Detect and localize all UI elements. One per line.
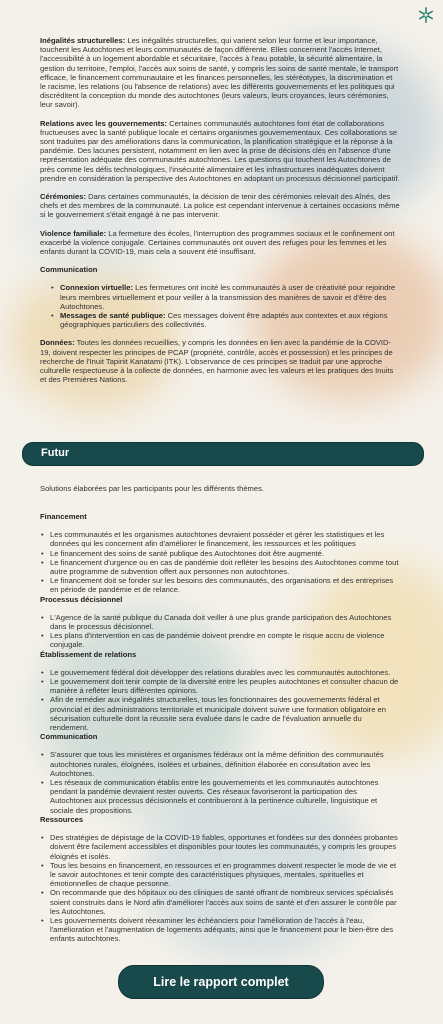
section-heading-processus: Processus décisionnel	[40, 594, 123, 604]
paragraph-structural-inequalities: Inégalités structurelles: Les inégalités structurelles, qui varient selon leur forme et leur importance, touchent les Autochtones et leurs communautés de façon différente. Elles concernent l'accès Internet, l'accessibilité à un logement abordable et sécuritaire, l'accès à l'eau potable, la sécurité alimentaire, la gestion du territoire, l'emploi, l'accès aux soins de santé, y compris les soins de santé mentale, le transport efficace, le financement communautaire et les finances personnelles, les stéréotypes, la discrimination et le racisme, les relations (ou l'absence de relations) avec les différents gouvernements et les politiques qui discréditent la conception du monde des autochtones (leurs valeurs, leurs croyances, leurs cérémonies, leur savoir).	[40, 36, 399, 110]
list-item: • Messages de santé publique: Ces messages doivent être adaptés aux contextes et aux régions géographiques particuliers des collectivités.	[60, 311, 400, 329]
communication-heading: Communication	[40, 265, 98, 275]
section-heading-ressources: Ressources	[40, 814, 84, 824]
list-item: • Connexion virtuelle: Les fermetures ont incité les communautés à user de créativité pour rejoindre leurs membres virtuellement et pour veiller à la transmission des manières de savoir et d'être des Autochtones.	[60, 283, 400, 311]
solutions-section	[40, 512, 400, 944]
list-item: • Les plans d'intervention en cas de pandémie doivent prendre en compte le risque accru de violence conjugale.	[50, 631, 400, 649]
financement-list	[40, 530, 400, 594]
list-item: • Tous les besoins en financement, en ressources et en programmes doivent respecter le mode de vie et le savoir autochtones et tenir compte des caractéristiques physiques, mentales, spirituelles et émotionnelles de chaque personne.	[50, 861, 400, 889]
futur-section-header	[22, 442, 424, 466]
read-full-report-button[interactable]: Lire le rapport complet	[118, 965, 324, 999]
futur-intro: Solutions élaborées par les participants pour les différents thèmes.	[40, 484, 265, 493]
list-item: • Les gouvernements doivent réexaminer les échéanciers pour l'amélioration de l'accès à l'eau, l'amélioration et l'augmentation de logements adéquats, ainsi que le financement pour le bien-être des enfants autochtones.	[50, 916, 400, 944]
paragraph-data: Données: Toutes les données recueillies, y compris les données en lien avec la pandémie de la COVID-19, doivent respecter les principes de PCAP (propriété, contrôle, accès et possession) et les principes de recherche de l'Inuit Tapiriit Kanatami (ITK). L'observance de ces principes se traduit par une approche culturelle respectueuse à la collecte de données, en harmonie avec les valeurs et les pratiques des Inuits et des Premières Nations.	[40, 338, 394, 385]
list-item: • Les communautés et les organismes autochtones devraient posséder et gérer les statistiques et les données qui les concernent afin d'améliorer le financement, les ressources et les politiques	[50, 530, 400, 548]
list-item: • Des stratégies de dépistage de la COVID-19 fiables, opportunes et fondées sur des données probantes doivent être facilement accessibles et disponibles pour toutes les communautés, y compris les groupes éloignés et isolés.	[50, 833, 400, 861]
list-item: • Le gouvernement doit tenir compte de la diversité entre les peuples autochtones et consulter chacun de manière à refléter leurs différentes opinions.	[50, 677, 400, 695]
paragraph-government-relations: Relations avec les gouvernements: Certaines communautés autochtones font état de collaborations fructueuses avec la santé publique locale et certains organismes gouvernementaux. Ces collaborations se sont traduites par des améliorations dans la communication, la planification stratégique et la réponse à la pandémie. Des lacunes persistent, notamment en lien avec la prise de décisions clés en l'absence d'une représentation adéquate des communautés autochtones. Les questions qui touchent les Autochtones de près comme les défis technologiques, l'insécurité alimentaire et les infrastructures inadéquates doivent prendre en considération la perspective des Autochtones en adoptant un processus décisionnel participatif.	[40, 118, 400, 183]
list-item: • Le gouvernement fédéral doit développer des relations durables avec les communautés autochtones.	[50, 668, 400, 677]
findings-section	[40, 36, 400, 394]
processus-list	[40, 613, 400, 650]
list-item: • Le financement d'urgence ou en cas de pandémie doit refléter les besoins des Autochtones comme tout autre programme de subvention offert aux personnes non autochtones.	[50, 558, 400, 576]
ressources-list	[40, 833, 400, 943]
list-item: • S'assurer que tous les ministères et organismes fédéraux ont la même définition des communautés autochtones rurales, éloignées, isolées et urbaines, définition élaborée en consultation avec les Autochtones.	[50, 750, 400, 778]
futur-title: Futur	[41, 447, 70, 459]
communication-solutions-list	[40, 750, 400, 814]
section-heading-relations: Établissement de relations	[40, 649, 137, 659]
section-heading-financement: Financement	[40, 512, 87, 521]
list-item: • Afin de remédier aux inégalités structurelles, tous les fonctionnaires des gouvernements fédéral et provincial et des administrations territoriale et municipale doivent suivre une formation obligatoire en sécurisation culturelle dont la réussite sera évaluée dans le cadre de l'évaluation annuelle du rendement.	[50, 695, 400, 732]
section-heading-communication: Communication	[40, 732, 98, 742]
list-item: • Les réseaux de communication établis entre les gouvernements et les communautés autochtones pendant la pandémie devraient rester ouverts. Ces réseaux favoriseront la participation des Autochtones aux processus décisionnels et contribueront à la pertinence culturelle, linguistique et sociale des propositions.	[50, 778, 400, 815]
relations-list	[40, 668, 400, 732]
list-item: • Le financement des soins de santé publique des Autochtones doit être augmenté.	[50, 549, 400, 558]
communication-list	[40, 283, 400, 329]
list-item: • On recommande que des hôpitaux ou des cliniques de santé offrant de nombreux services spécialisés soient construits dans le Nord afin d'améliorer l'accès aux soins de santé et d'en assurer le contrôle par les Autochtones.	[50, 888, 400, 916]
paragraph-ceremonies: Cérémonies: Dans certaines communautés, la décision de tenir des cérémonies relevait des Aînés, des chefs et des membres de la communauté. La police est cependant intervenue à certaines occasions même si le gouvernement s'était engagé à ne pas intervenir.	[40, 192, 400, 220]
paragraph-family-violence: Violence familiale: La fermeture des écoles, l'interruption des programmes sociaux et le confinement ont exacerbé la violence conjugale. Certaines communautés ont ouvert des refuges pour les femmes et les enfants durant la COVID-19, mais cela a souvent été insuffisant.	[40, 228, 395, 257]
leaf-snowflake-logo-icon	[417, 6, 435, 24]
list-item: • L'Agence de la santé publique du Canada doit veiller à une plus grande participation des Autochtones dans le processus décisionnel.	[50, 613, 400, 631]
list-item: • Le financement doit se fonder sur les besoins des communautés, des organisations et des entreprises en période de pandémie et de relance.	[50, 576, 400, 594]
